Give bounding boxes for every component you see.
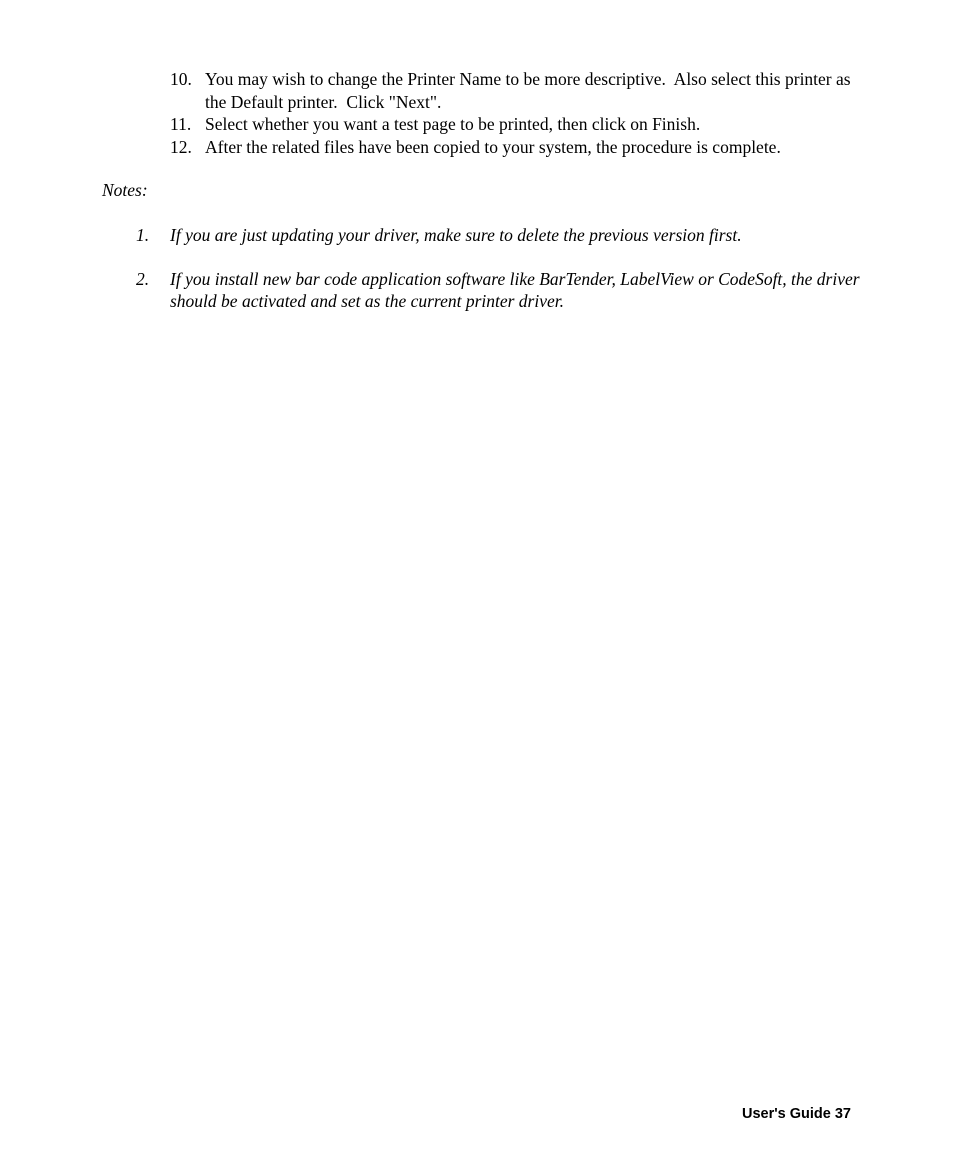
list-item [170, 68, 860, 113]
list-item [136, 268, 881, 313]
step-text: After the related files have been copied to your system, the procedure is complete. [205, 136, 781, 157]
step-text: You may wish to change the Printer Name to be more descriptive. Also select this printer as the Default printer. Click "Next". [205, 69, 855, 112]
note-number: 2. [136, 268, 150, 289]
list-item [170, 136, 860, 159]
notes-heading: Notes: [102, 180, 148, 200]
page-footer: User's Guide 37 [741, 1106, 851, 1122]
step-number: 10. [170, 69, 192, 89]
note-number: 1. [136, 225, 150, 245]
note-text: If you are just updating your driver, make sure to delete the previous version first. [170, 225, 742, 245]
step-text: Select whether you want a test page to be printed, then click on Finish. [205, 114, 701, 134]
notes-list [136, 224, 881, 334]
procedure-steps-list [170, 68, 860, 158]
list-item [170, 113, 860, 136]
list-item [136, 224, 881, 247]
step-number: 11. [170, 114, 192, 134]
step-number: 12. [170, 136, 192, 157]
note-text: If you install new bar code application software like BarTender, LabelView or CodeSoft, the driver should be activated and set as the current printer driver. [170, 268, 860, 311]
